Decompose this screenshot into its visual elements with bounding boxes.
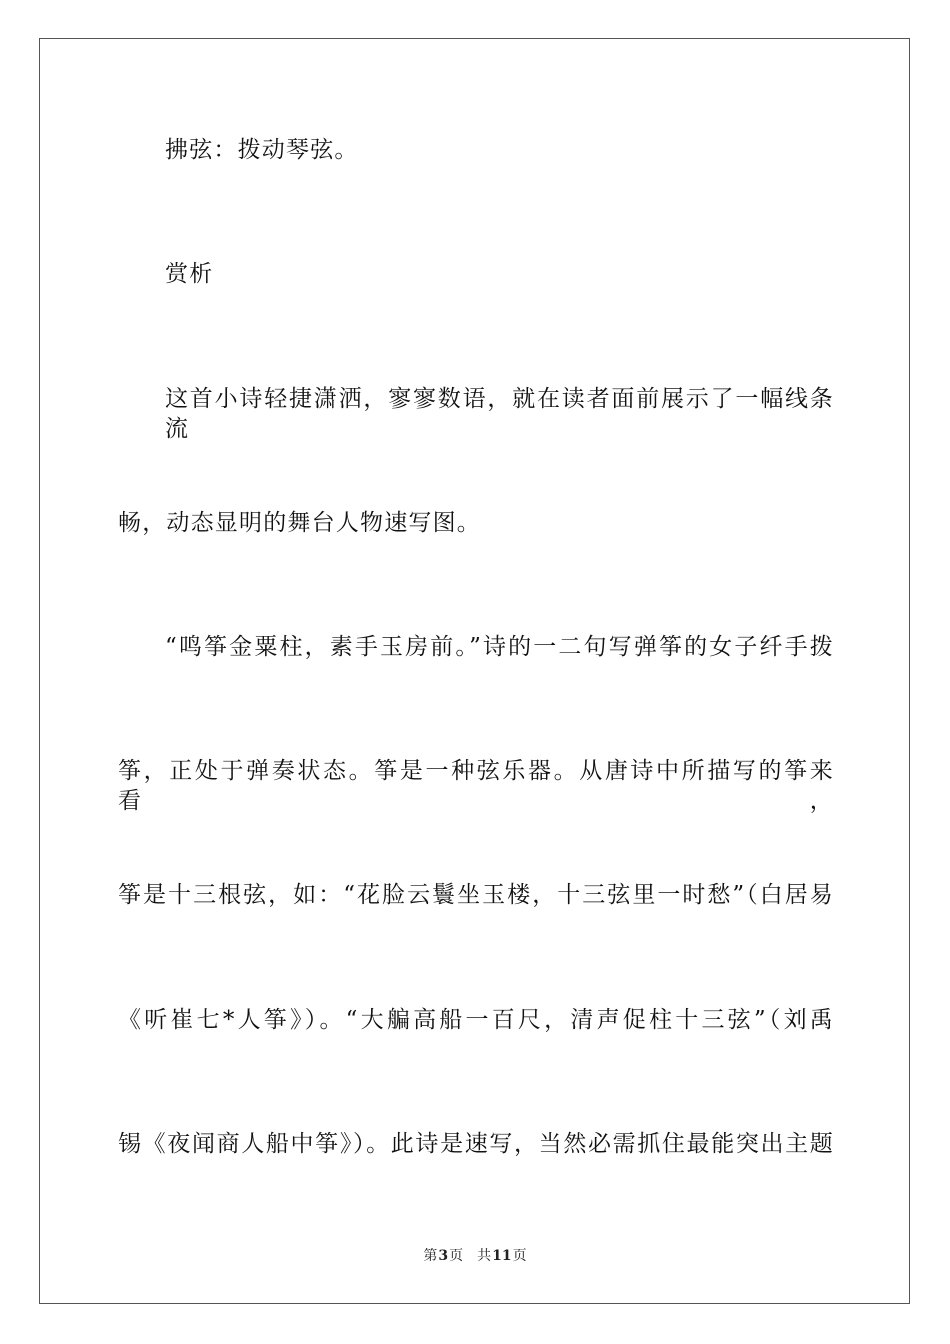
paragraph-line: “鸣筝金粟柱，素手玉房前。”诗的一二句写弹筝的女子纤手拨	[165, 634, 834, 660]
page-suffix: 页	[449, 1248, 464, 1264]
paragraph-line: 锡《夜闻商人船中筝》）。此诗是速写，当然必需抓住最能突出主题	[118, 1131, 834, 1157]
paragraph-line: 筝是十三根弦，如：“花脸云鬟坐玉楼，十三弦里一时愁”（白居易	[118, 882, 834, 908]
paragraph-line: 筝，正处于弹奏状态。筝是一种弦乐器。从唐诗中所描写的筝来看，	[118, 758, 834, 814]
page-prefix: 第	[423, 1248, 438, 1264]
section-heading: 赏析	[165, 261, 214, 287]
total-pages-number: 11	[492, 1248, 512, 1264]
definition-line: 拂弦：拨动琴弦。	[165, 137, 359, 163]
total-prefix: 共	[477, 1248, 492, 1264]
paragraph-line: 这首小诗轻捷潇洒，寥寥数语，就在读者面前展示了一幅线条流	[165, 386, 834, 442]
total-suffix: 页	[512, 1248, 527, 1264]
paragraph-line: 《听崔七*人筝》）。“大艑高船一百尺，清声促柱十三弦”（刘禹	[118, 1007, 834, 1033]
current-page-number: 3	[438, 1248, 449, 1264]
page-footer	[0, 1246, 950, 1266]
paragraph-line: 畅，动态显明的舞台人物速写图。	[118, 510, 481, 536]
page-border	[39, 38, 910, 1304]
